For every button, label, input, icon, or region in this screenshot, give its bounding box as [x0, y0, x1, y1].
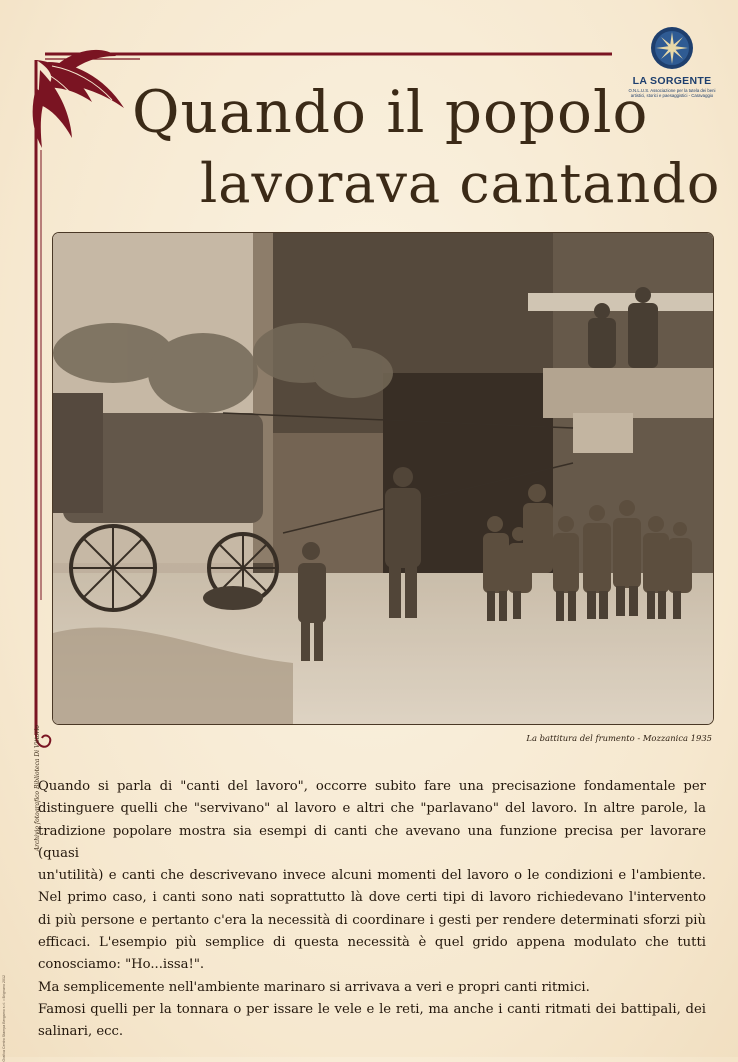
photo-caption: La battitura del frumento - Mozzanica 1935 [526, 733, 712, 743]
photo-credit: Archivio fotografico Biblioteca Di Vittorio [34, 725, 41, 852]
print-code: Grafica Centro Stampa Bergamo s.r.l. • Brignano 2012 [2, 975, 6, 1062]
body-line: Ma semplicemente nell'ambiente marinaro si arrivava a veri e propri canti ritmici. [38, 979, 590, 995]
body-line: tradizione popolare mostra sia esempi di canti che avevano una funzione precisa per lavorare (quasi [38, 823, 706, 861]
body-line: salinari, ecc. [38, 1024, 124, 1040]
la-sorgente-logo [622, 22, 722, 98]
body-line: Famosi quelli per la tonnara o per issare le vele e le reti, ma anche i canti ritmati dei battipali, dei [38, 1001, 706, 1017]
logo-name: LA SORGENTE [632, 75, 712, 87]
body-line: Quando si parla di "canti del lavoro", occorre subito fare una precisazione fondamentale per [38, 779, 706, 794]
body-line: efficaci. L'esempio più semplice di questa necessità è quel grido appena modulato che tutti [38, 935, 706, 951]
logo-subtitle: O.N.L.U.S. Associazione per la tutela dei beni artistici, storici e paesaggistici - Caravaggio [628, 88, 716, 98]
article-body [38, 776, 706, 1044]
body-line: un'utilità) e canti che descrivevano invece alcuni momenti del lavoro o le condizioni e l'ambiente. [38, 868, 706, 884]
title-line-1: Quando il popolo [132, 78, 649, 146]
historic-photo [53, 233, 713, 724]
body-line: di più persone e pertanto c'era la necessità di coordinare i gesti per rendere determinati sforzi più [38, 912, 706, 928]
body-line: conosciamo: "Ho...issa!". [38, 957, 205, 973]
body-line: distinguere quelli che "servivano" al lavoro e altri che "parlavano" del lavoro. In altre parole, la [38, 801, 706, 817]
threshing-scene-image [53, 233, 713, 724]
sun-emblem-icon [650, 22, 694, 74]
body-line: Nel primo caso, i canti sono nati soprattutto là dove certi tipi di lavoro richiedevano l'intervento [38, 890, 706, 906]
title-line-2: lavorava cantando [200, 152, 721, 215]
